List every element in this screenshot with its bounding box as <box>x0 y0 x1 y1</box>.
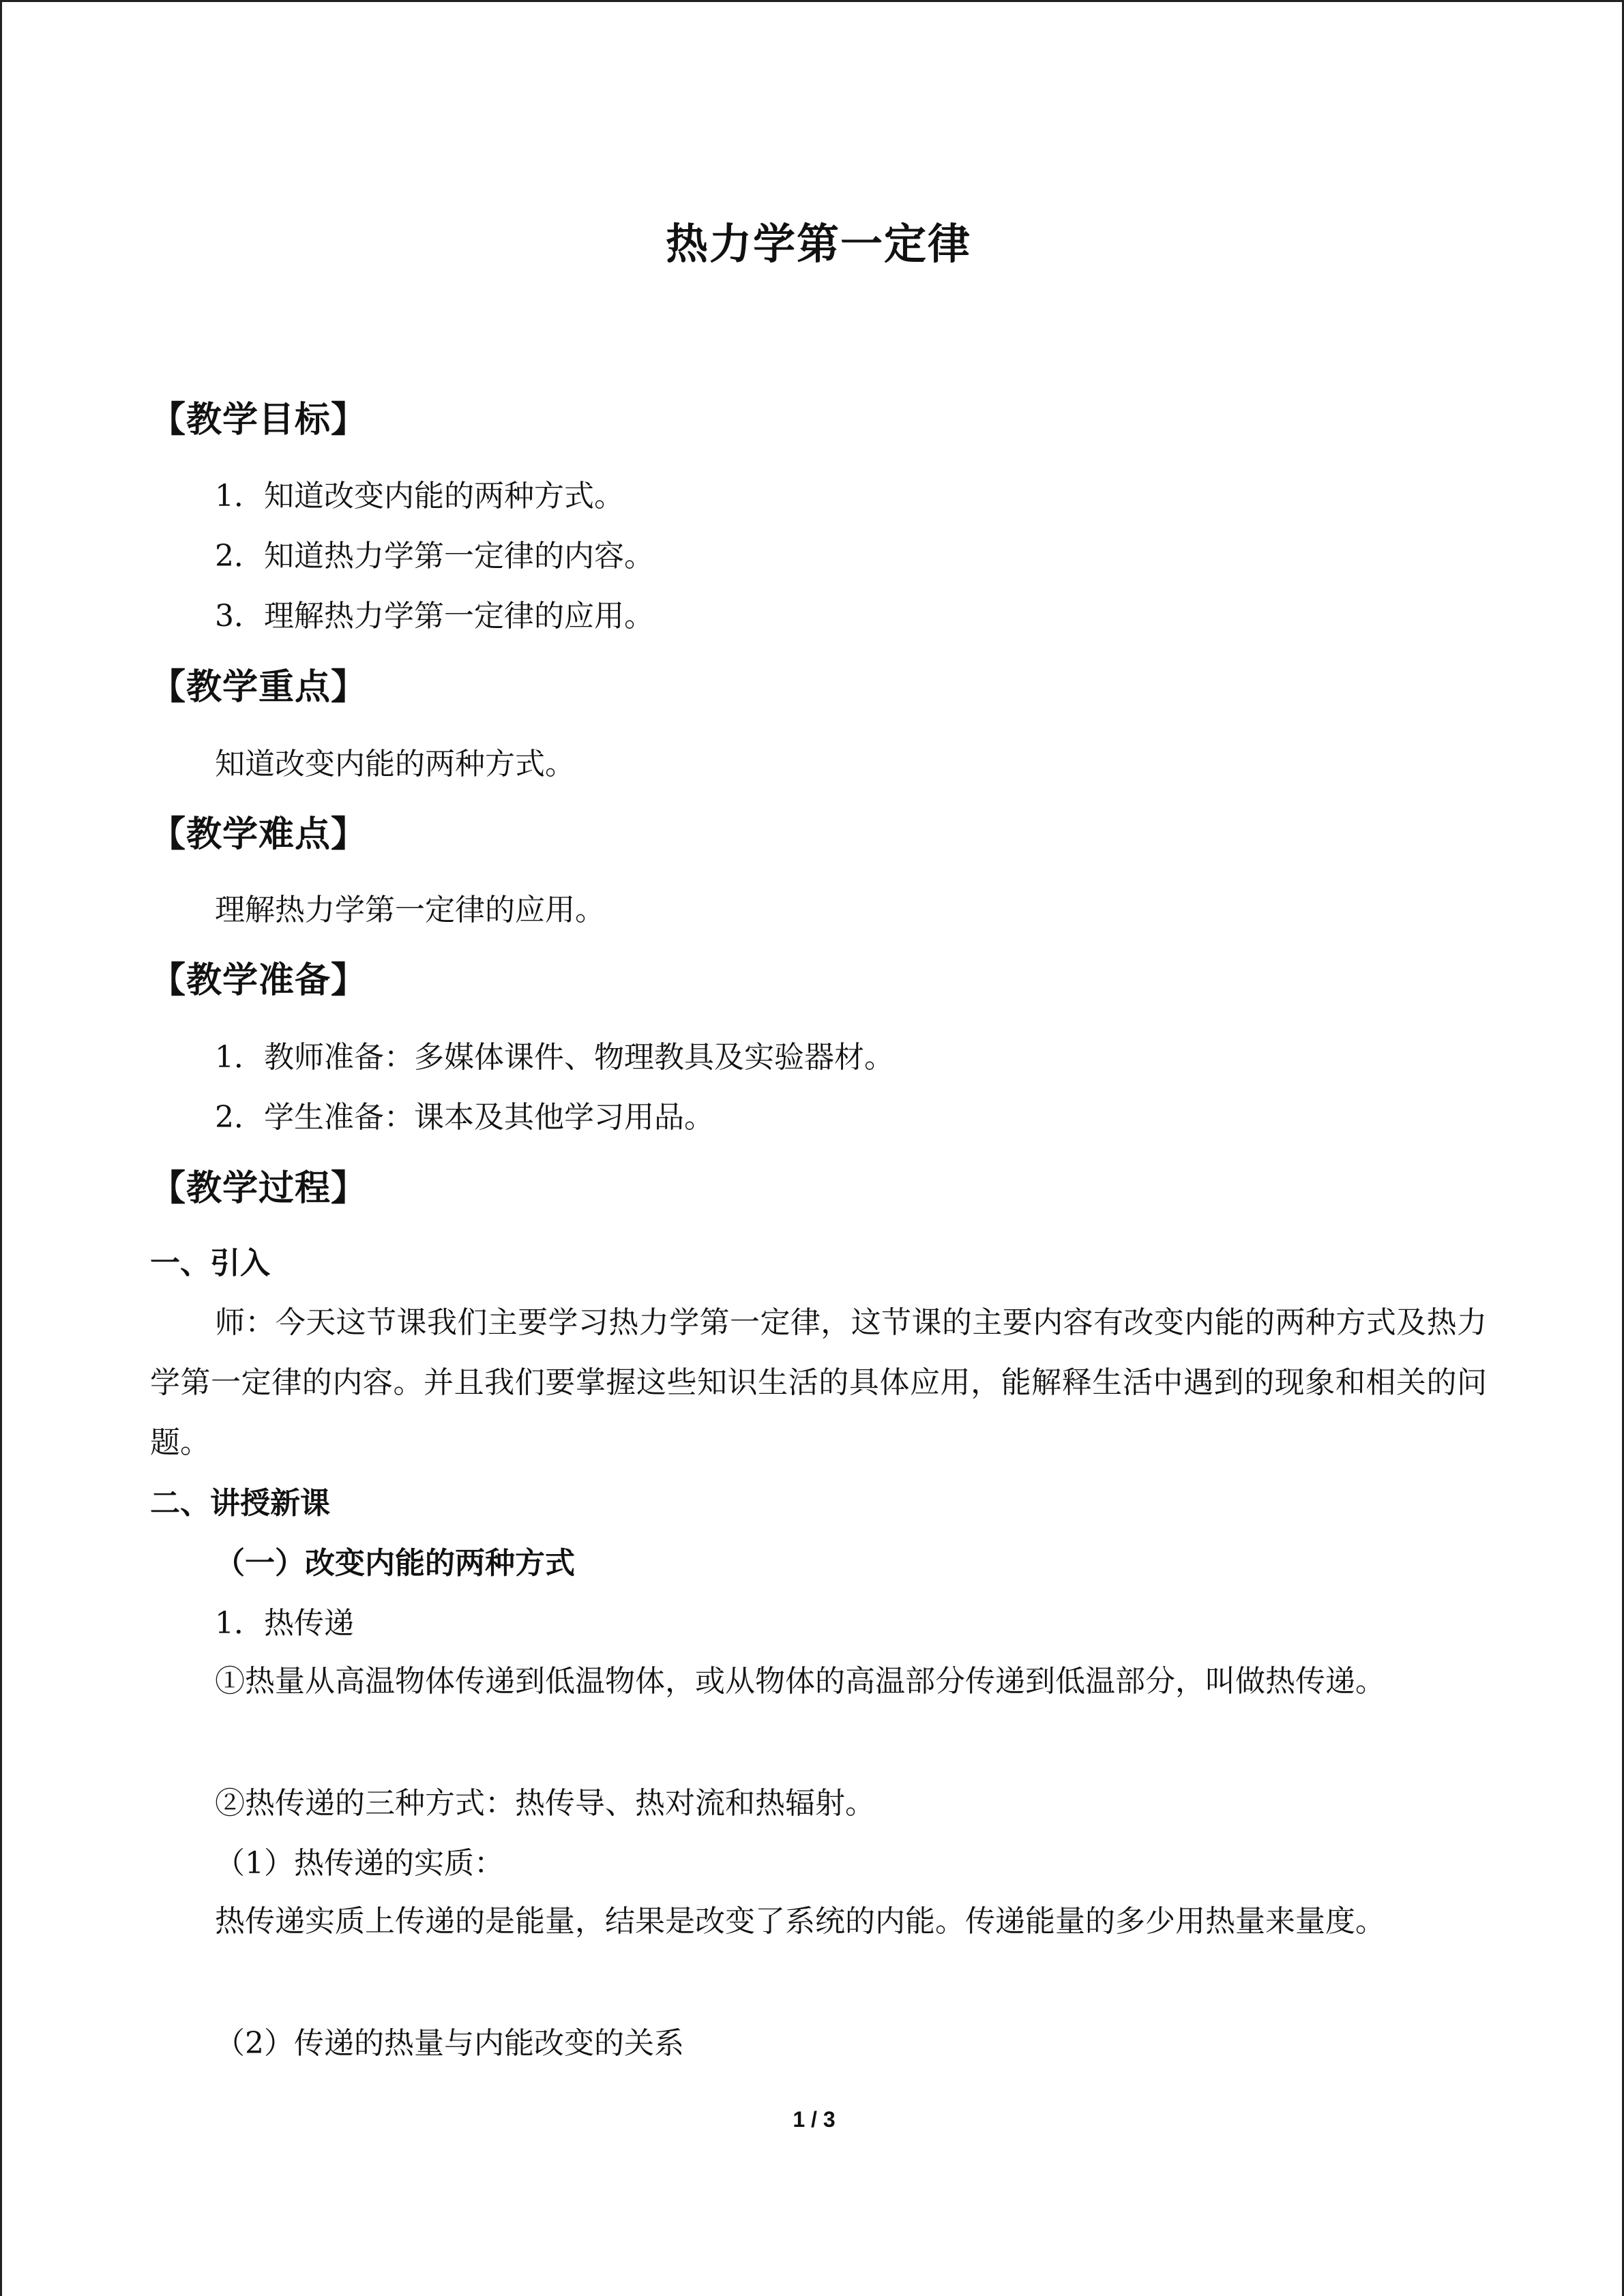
preparation-item-1: 1．教师准备：多媒体课件、物理教具及实验器材。 <box>215 1040 894 1075</box>
heat-transfer-point-2: ②热传递的三种方式：热传导、热对流和热辐射。 <box>215 1786 875 1821</box>
essence-paragraph: 热传递实质上传递的是能量，结果是改变了系统的内能。传递能量的多少用热量来量度。 <box>215 1904 1385 1939</box>
new-lesson-heading: 二、讲授新课 <box>150 1486 330 1521</box>
key-points-text: 知道改变内能的两种方式。 <box>215 747 575 781</box>
preparation-heading: 【教学准备】 <box>150 960 368 1001</box>
sub-heading-two-ways: （一）改变内能的两种方式 <box>215 1546 575 1581</box>
preparation-item-2: 2．学生准备：课本及其他学习用品。 <box>215 1100 714 1135</box>
process-heading: 【教学过程】 <box>150 1168 368 1209</box>
objective-item-3: 3．理解热力学第一定律的应用。 <box>215 599 654 633</box>
page-number: 1 / 3 <box>793 2107 836 2132</box>
relation-label: （2）传递的热量与内能改变的关系 <box>215 2026 684 2061</box>
objective-item-1: 1．知道改变内能的两种方式。 <box>215 479 624 513</box>
key-points-heading: 【教学重点】 <box>150 667 368 708</box>
item-heat-transfer: 1．热传递 <box>215 1606 354 1641</box>
difficulties-heading: 【教学难点】 <box>150 814 368 855</box>
intro-paragraph: 师：今天这节课我们主要学习热力学第一定律，这节课的主要内容有改变内能的两种方式及热力学第一定律的内容。并且我们要掌握这些知识生活的具体应用，能解释生活中遇到的现象和相关的问题。 <box>150 1305 1487 1460</box>
intro-heading: 一、引入 <box>150 1246 270 1281</box>
heat-transfer-point-1: ①热量从高温物体传递到低温物体，或从物体的高温部分传递到低温部分，叫做热传递。 <box>215 1664 1385 1699</box>
essence-label: （1）热传递的实质： <box>215 1846 504 1881</box>
objective-item-2: 2．知道热力学第一定律的内容。 <box>215 539 654 573</box>
difficulties-text: 理解热力学第一定律的应用。 <box>215 893 605 927</box>
objectives-heading: 【教学目标】 <box>150 400 368 441</box>
document-title: 热力学第一定律 <box>665 219 971 269</box>
